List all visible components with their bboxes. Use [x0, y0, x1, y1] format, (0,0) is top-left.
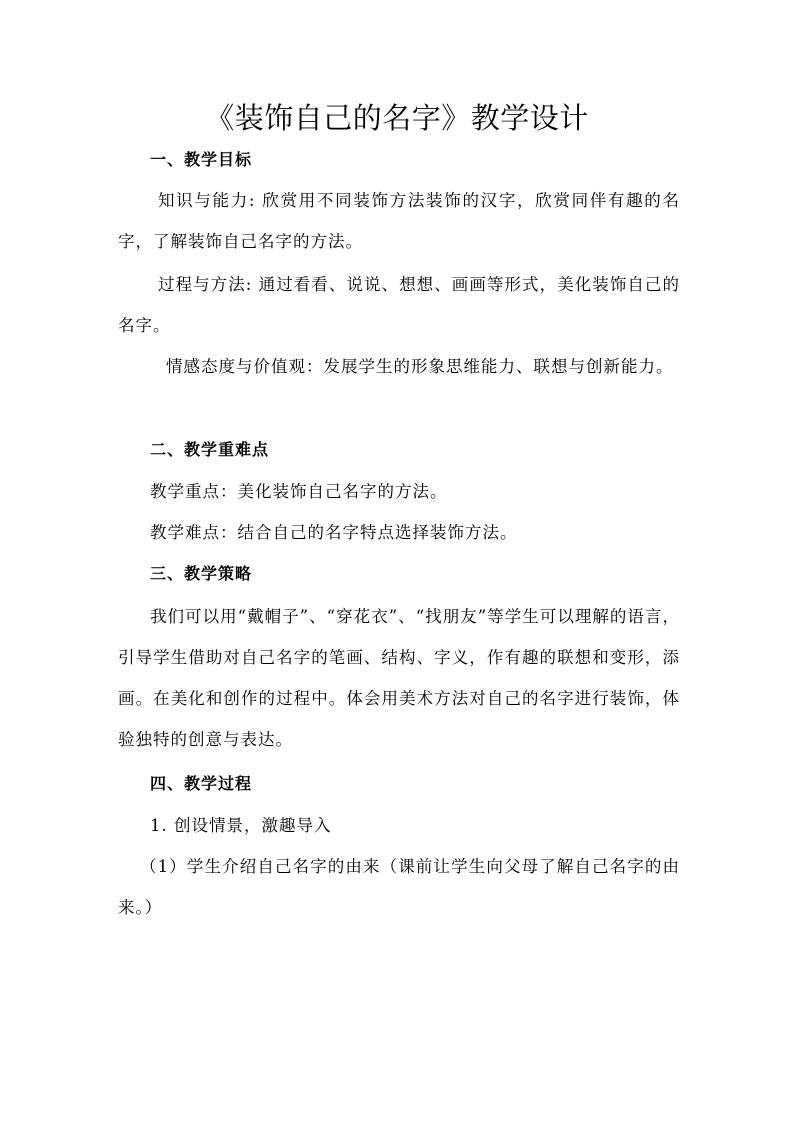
section-heading-strategy: 三、教学策略	[150, 564, 253, 583]
paragraph-key-point: 教学重点：美化装饰自己名字的方法。	[150, 482, 448, 501]
paragraph-difficult-point: 教学难点：结合自己的名字特点选择装饰方法。	[150, 523, 518, 542]
paragraph-step-1: 1. 创设情景，激趣导入	[150, 816, 332, 835]
paragraph-knowledge-ability: 知识与能力: 欣赏用不同装饰方法装饰的汉字，欣赏同伴有趣的名字，了解装饰自己名字的方法。	[118, 191, 680, 251]
paragraph-emotion-values: 情感态度与价值观：发展学生的形象思维能力、联想与创新能力。	[166, 357, 674, 376]
section-heading-objectives: 一、教学目标	[150, 150, 253, 169]
paragraph-process-method: 过程与方法: 通过看看、说说、想想、画画等形式，美化装饰自己的名字。	[118, 275, 680, 335]
section-heading-process: 四、教学过程	[150, 774, 253, 793]
document-title: 《装饰自己的名字》教学设计	[205, 101, 589, 135]
paragraph-step-1-sub-1: （1）学生介绍自己名字的由来（课前让学生向父母了解自己名字的由来。）	[118, 857, 680, 917]
section-heading-key-difficult-points: 二、教学重难点	[150, 440, 270, 459]
paragraph-strategy: 我们可以用“戴帽子”、“穿花衣”、“找朋友”等学生可以理解的语言，引导学生借助对自己名字的笔画、结构、字义，作有趣的联想和变形，添画。在美化和创作的过程中。体会用美术方法对自己的名字进行装饰，体验独特的创意与表达。	[118, 607, 680, 749]
